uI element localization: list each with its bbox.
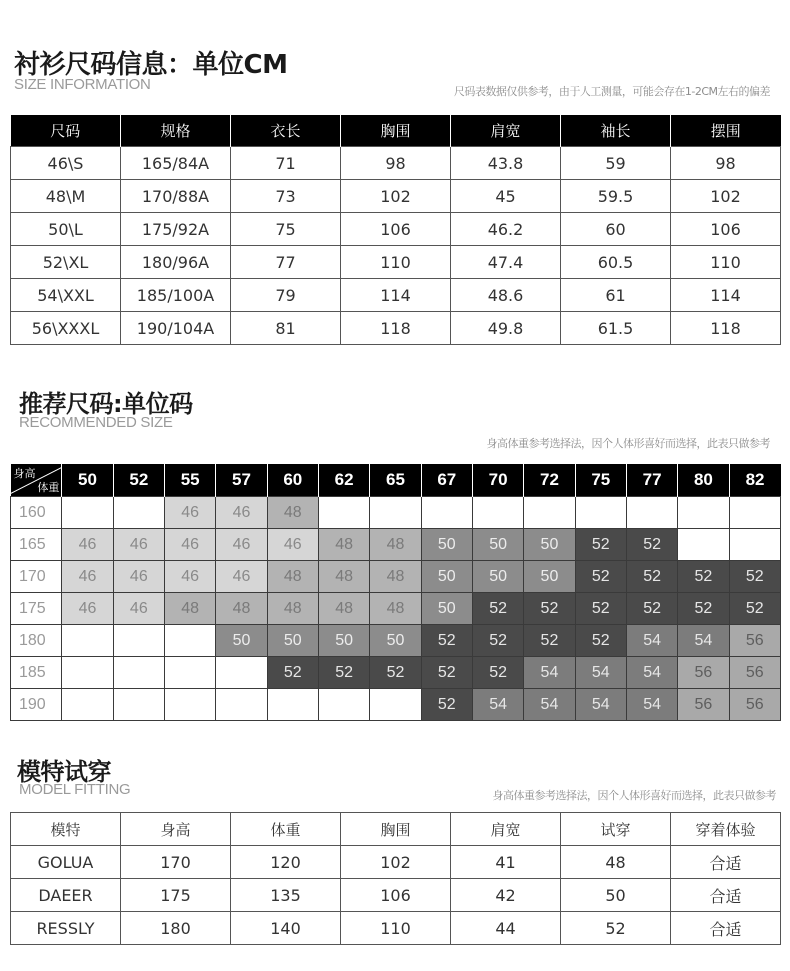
recommended-size-cell: 48 <box>267 593 318 625</box>
size-cell: 59.5 <box>561 180 671 213</box>
model-cell: 140 <box>231 912 341 945</box>
recommended-size-cell: 48 <box>216 593 267 625</box>
recommended-size-cell: 54 <box>575 689 626 721</box>
size-cell: 185/100A <box>121 279 231 312</box>
recommended-size-cell: 50 <box>267 625 318 657</box>
size-cell: 46\S <box>11 147 121 180</box>
recommended-size-cell: 46 <box>62 593 113 625</box>
recommended-size-cell: 52 <box>267 657 318 689</box>
empty-size-cell <box>370 497 421 529</box>
model-cell: 52 <box>561 912 671 945</box>
recommended-size-cell: 52 <box>575 625 626 657</box>
recommended-size-cell: 48 <box>164 593 215 625</box>
size-cell: 48.6 <box>451 279 561 312</box>
size-cell: 118 <box>671 312 781 345</box>
empty-size-cell <box>524 497 575 529</box>
model-fitting-subtitle: MODEL FITTING <box>19 781 131 798</box>
model-cell: 180 <box>121 912 231 945</box>
recommended-size-cell: 50 <box>421 561 472 593</box>
size-cell: 110 <box>341 246 451 279</box>
empty-size-cell <box>421 497 472 529</box>
empty-size-cell <box>729 529 780 561</box>
empty-size-cell <box>216 657 267 689</box>
size-header-cell: 规格 <box>121 115 231 147</box>
recommended-size-cell: 54 <box>575 657 626 689</box>
recommended-size-cell: 52 <box>370 657 421 689</box>
model-cell: 175 <box>121 879 231 912</box>
recommended-size-cell: 56 <box>729 657 780 689</box>
size-cell: 180/96A <box>121 246 231 279</box>
recommended-size-cell: 54 <box>524 657 575 689</box>
size-cell: 170/88A <box>121 180 231 213</box>
empty-size-cell <box>318 689 369 721</box>
size-row <box>11 180 781 213</box>
empty-size-cell <box>113 689 164 721</box>
recommended-size-cell: 48 <box>318 529 369 561</box>
model-cell: 102 <box>341 846 451 879</box>
recommended-size-cell: 48 <box>267 561 318 593</box>
size-header-cell: 摆围 <box>671 115 781 147</box>
size-cell: 48\M <box>11 180 121 213</box>
recommended-size-cell: 50 <box>216 625 267 657</box>
recommended-size-cell: 48 <box>267 497 318 529</box>
size-cell: 59 <box>561 147 671 180</box>
size-cell: 102 <box>671 180 781 213</box>
model-cell: 120 <box>231 846 341 879</box>
recommended-size-cell: 46 <box>113 561 164 593</box>
recommended-size-note: 身高体重参考选择法，因个人体形喜好而选择，此表只做参考 <box>486 437 770 450</box>
recommended-size-cell: 50 <box>472 561 523 593</box>
recommended-size-cell: 50 <box>370 625 421 657</box>
recommended-size-cell: 48 <box>370 529 421 561</box>
recommended-size-cell: 52 <box>575 561 626 593</box>
model-cell: 合适 <box>671 912 781 945</box>
recommended-size-cell: 48 <box>370 561 421 593</box>
model-cell: 110 <box>341 912 451 945</box>
recommended-size-cell: 50 <box>318 625 369 657</box>
height-weight-corner <box>11 464 62 497</box>
model-row <box>11 846 781 879</box>
size-cell: 98 <box>671 147 781 180</box>
empty-size-cell <box>113 657 164 689</box>
empty-size-cell <box>164 625 215 657</box>
size-row <box>11 213 781 246</box>
model-header-cell: 身高 <box>121 813 231 846</box>
weight-header-cell: 55 <box>164 464 215 497</box>
recommended-size-cell: 50 <box>421 593 472 625</box>
recommended-size-cell: 46 <box>164 529 215 561</box>
size-row <box>11 246 781 279</box>
size-cell: 60 <box>561 213 671 246</box>
recommended-size-cell: 48 <box>370 593 421 625</box>
height-label-cell: 170 <box>11 561 62 593</box>
recommended-size-cell: 46 <box>62 561 113 593</box>
weight-header-cell: 70 <box>472 464 523 497</box>
size-cell: 61 <box>561 279 671 312</box>
weight-header-cell: 67 <box>421 464 472 497</box>
height-label-cell: 175 <box>11 593 62 625</box>
model-header-cell: 穿着体验 <box>671 813 781 846</box>
size-info-title: 衬衫尺码信息：单位CM <box>14 50 288 80</box>
size-cell: 114 <box>341 279 451 312</box>
size-cell: 43.8 <box>451 147 561 180</box>
recommended-size-cell: 50 <box>472 529 523 561</box>
model-cell: 41 <box>451 846 561 879</box>
empty-size-cell <box>113 497 164 529</box>
empty-size-cell <box>678 529 729 561</box>
empty-size-cell <box>62 689 113 721</box>
empty-size-cell <box>62 657 113 689</box>
recommended-size-cell: 52 <box>626 593 677 625</box>
empty-size-cell <box>164 689 215 721</box>
recommended-size-cell: 52 <box>318 657 369 689</box>
recommended-size-cell: 52 <box>575 529 626 561</box>
height-row <box>11 497 781 529</box>
size-cell: 73 <box>231 180 341 213</box>
recommended-size-cell: 54 <box>626 625 677 657</box>
recommended-size-cell: 46 <box>113 529 164 561</box>
recommended-size-cell: 52 <box>524 625 575 657</box>
model-cell: 170 <box>121 846 231 879</box>
weight-header-cell: 50 <box>62 464 113 497</box>
recommended-size-cell: 52 <box>472 657 523 689</box>
recommended-size-cell: 46 <box>216 561 267 593</box>
size-cell: 75 <box>231 213 341 246</box>
recommended-size-cell: 46 <box>113 593 164 625</box>
size-cell: 81 <box>231 312 341 345</box>
height-row <box>11 689 781 721</box>
size-cell: 49.8 <box>451 312 561 345</box>
size-header-cell: 胸围 <box>341 115 451 147</box>
corner-weight-label: 体重 <box>37 482 60 494</box>
size-cell: 79 <box>231 279 341 312</box>
height-row <box>11 561 781 593</box>
size-info-subtitle: SIZE INFORMATION <box>14 76 151 93</box>
size-cell: 77 <box>231 246 341 279</box>
model-cell: 44 <box>451 912 561 945</box>
weight-header-cell: 82 <box>729 464 780 497</box>
weight-header-cell: 57 <box>216 464 267 497</box>
recommended-size-cell: 50 <box>421 529 472 561</box>
height-row <box>11 593 781 625</box>
empty-size-cell <box>626 497 677 529</box>
height-label-cell: 190 <box>11 689 62 721</box>
recommended-size-cell: 52 <box>575 593 626 625</box>
recommended-size-title: 推荐尺码:单位码 <box>19 390 193 418</box>
weight-header-cell: 62 <box>318 464 369 497</box>
height-row <box>11 657 781 689</box>
size-cell: 61.5 <box>561 312 671 345</box>
size-cell: 98 <box>341 147 451 180</box>
weight-header-cell: 52 <box>113 464 164 497</box>
size-cell: 106 <box>671 213 781 246</box>
recommended-size-cell: 46 <box>164 497 215 529</box>
size-cell: 46.2 <box>451 213 561 246</box>
model-cell: RESSLY <box>11 912 121 945</box>
weight-header-cell: 75 <box>575 464 626 497</box>
recommended-size-cell: 54 <box>678 625 729 657</box>
recommended-size-cell: 54 <box>472 689 523 721</box>
recommended-size-cell: 46 <box>164 561 215 593</box>
size-cell: 175/92A <box>121 213 231 246</box>
size-cell: 56\XXXL <box>11 312 121 345</box>
model-fitting-title: 模特试穿 <box>17 758 111 786</box>
empty-size-cell <box>318 497 369 529</box>
model-row <box>11 912 781 945</box>
weight-header-cell: 65 <box>370 464 421 497</box>
size-cell: 165/84A <box>121 147 231 180</box>
size-cell: 47.4 <box>451 246 561 279</box>
model-header-cell: 体重 <box>231 813 341 846</box>
recommended-size-cell: 52 <box>626 529 677 561</box>
recommended-size-cell: 52 <box>729 561 780 593</box>
size-header-cell: 肩宽 <box>451 115 561 147</box>
recommended-size-cell: 56 <box>678 689 729 721</box>
height-label-cell: 185 <box>11 657 62 689</box>
empty-size-cell <box>370 689 421 721</box>
weight-header-cell: 80 <box>678 464 729 497</box>
recommended-size-cell: 46 <box>62 529 113 561</box>
empty-size-cell <box>113 625 164 657</box>
size-cell: 114 <box>671 279 781 312</box>
empty-size-cell <box>472 497 523 529</box>
height-label-cell: 180 <box>11 625 62 657</box>
empty-size-cell <box>62 625 113 657</box>
empty-size-cell <box>62 497 113 529</box>
model-fitting-note: 身高体重参考选择法，因个人体形喜好而选择，此表只做参考 <box>492 789 776 802</box>
recommended-size-cell: 52 <box>626 561 677 593</box>
empty-size-cell <box>216 689 267 721</box>
model-header-cell: 试穿 <box>561 813 671 846</box>
model-row <box>11 879 781 912</box>
model-cell: DAEER <box>11 879 121 912</box>
empty-size-cell <box>678 497 729 529</box>
size-cell: 45 <box>451 180 561 213</box>
weight-header-cell: 77 <box>626 464 677 497</box>
recommended-size-cell: 52 <box>421 625 472 657</box>
recommended-size-subtitle: RECOMMENDED SIZE <box>19 414 173 431</box>
recommended-size-cell: 50 <box>524 529 575 561</box>
height-row <box>11 625 781 657</box>
recommended-size-cell: 50 <box>524 561 575 593</box>
size-cell: 50\L <box>11 213 121 246</box>
model-cell: 合适 <box>671 846 781 879</box>
recommended-size-cell: 52 <box>421 657 472 689</box>
recommended-size-cell: 54 <box>626 657 677 689</box>
recommended-size-cell: 56 <box>729 689 780 721</box>
empty-size-cell <box>729 497 780 529</box>
recommended-size-table <box>10 464 781 721</box>
size-cell: 102 <box>341 180 451 213</box>
size-row <box>11 312 781 345</box>
recommended-size-cell: 46 <box>216 497 267 529</box>
size-cell: 110 <box>671 246 781 279</box>
model-cell: 42 <box>451 879 561 912</box>
size-cell: 60.5 <box>561 246 671 279</box>
recommended-size-cell: 54 <box>524 689 575 721</box>
model-cell: 135 <box>231 879 341 912</box>
recommended-size-cell: 48 <box>318 593 369 625</box>
recommended-size-cell: 52 <box>729 593 780 625</box>
weight-header-cell: 72 <box>524 464 575 497</box>
size-cell: 54\XXL <box>11 279 121 312</box>
size-cell: 52\XL <box>11 246 121 279</box>
recommended-size-cell: 46 <box>216 529 267 561</box>
empty-size-cell <box>164 657 215 689</box>
recommended-size-cell: 46 <box>267 529 318 561</box>
empty-size-cell <box>267 689 318 721</box>
recommended-size-cell: 52 <box>678 561 729 593</box>
model-header-cell: 肩宽 <box>451 813 561 846</box>
height-label-cell: 160 <box>11 497 62 529</box>
size-header-cell: 尺码 <box>11 115 121 147</box>
size-header-cell: 袖长 <box>561 115 671 147</box>
recommended-size-cell: 48 <box>318 561 369 593</box>
model-cell: 106 <box>341 879 451 912</box>
size-cell: 71 <box>231 147 341 180</box>
size-row <box>11 279 781 312</box>
recommended-size-cell: 52 <box>421 689 472 721</box>
height-row <box>11 529 781 561</box>
recommended-size-cell: 52 <box>678 593 729 625</box>
corner-height-label: 身高 <box>13 468 36 480</box>
size-info-table <box>10 115 781 345</box>
model-cell: 50 <box>561 879 671 912</box>
model-cell: 48 <box>561 846 671 879</box>
size-cell: 190/104A <box>121 312 231 345</box>
recommended-size-cell: 56 <box>729 625 780 657</box>
recommended-size-cell: 54 <box>626 689 677 721</box>
size-cell: 118 <box>341 312 451 345</box>
model-header-cell: 模特 <box>11 813 121 846</box>
model-cell: 合适 <box>671 879 781 912</box>
size-cell: 106 <box>341 213 451 246</box>
model-header-cell: 胸围 <box>341 813 451 846</box>
weight-header-cell: 60 <box>267 464 318 497</box>
recommended-size-cell: 52 <box>472 625 523 657</box>
height-label-cell: 165 <box>11 529 62 561</box>
model-fitting-table <box>10 812 781 945</box>
size-info-note: 尺码表数据仅供参考，由于人工测量，可能会存在1-2CM左右的偏差 <box>453 85 770 98</box>
recommended-size-cell: 56 <box>678 657 729 689</box>
model-cell: GOLUA <box>11 846 121 879</box>
recommended-size-cell: 52 <box>524 593 575 625</box>
empty-size-cell <box>575 497 626 529</box>
size-row <box>11 147 781 180</box>
size-header-cell: 衣长 <box>231 115 341 147</box>
model-header-row <box>11 813 781 846</box>
recommended-size-cell: 52 <box>472 593 523 625</box>
